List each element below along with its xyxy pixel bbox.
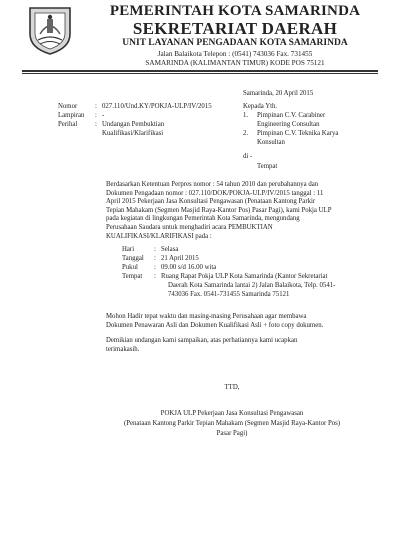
schedule-value: 743036 Fax. 0541-731455 Samarinda 75121 xyxy=(168,291,290,298)
meta-separator: : xyxy=(95,103,97,110)
signature-project: (Penataan Kantong Parkir Tepian Mahakam (Segmen Masjid Raya-Kantor Pos) xyxy=(123,420,341,427)
paragraph-line: Perusahaan Saudara untuk menghadiri acara PEMBUKTIAN xyxy=(106,223,273,231)
paragraph-line: Demikian undangan kami sampaikan, atas perhatiannya kami ucapkan xyxy=(106,337,298,344)
schedule-separator: : xyxy=(154,264,156,271)
meta-separator: : xyxy=(95,112,97,119)
meta-value: - xyxy=(102,112,105,119)
signature-committee: POKJA ULP Pekerjaan Jasa Konsultasi Pengawasan xyxy=(160,410,304,417)
meta-label: Perihal xyxy=(58,121,78,128)
letterhead-rule-thick xyxy=(22,70,378,72)
schedule-separator: : xyxy=(154,255,156,262)
recipient-name: Pimpinan C.V. Carabiner xyxy=(257,112,326,119)
schedule-label: Pukul xyxy=(122,264,138,271)
letterhead-secretariat: SEKRETARIAT DAERAH xyxy=(132,19,338,38)
recipient-place: Tempat xyxy=(257,163,278,170)
recipient-number: 2. xyxy=(243,130,249,137)
schedule-separator: : xyxy=(154,246,156,253)
meta-label: Nomor xyxy=(58,103,78,110)
body-paragraph-1 xyxy=(106,181,378,241)
letterhead-city-postcode: SAMARINDA (KALIMANTAN TIMUR) KODE POS 75121 xyxy=(145,59,325,67)
schedule-label: Hari xyxy=(122,246,135,253)
letterhead-address: Jalan Balaikota Telepon : (0541) 743036 Fax. 731455 xyxy=(157,50,313,58)
paragraph-line: Berdasarkan Ketentuan Perpres nomor : 54 tahun 2010 dan perubahannya dan xyxy=(106,181,319,188)
schedule-value: 09.00 s/d 16.00 wita xyxy=(161,264,217,271)
paragraph-line: April 2015 Pekerjaan Jasa Konsultasi Pengawasan (Penataan Kantong Parkir xyxy=(106,198,316,206)
letterhead-government: PEMERINTAH KOTA SAMARINDA xyxy=(109,3,361,19)
paragraph-line: terimakasih. xyxy=(106,345,140,353)
schedule-value: Selasa xyxy=(161,246,179,253)
meta-separator: : xyxy=(95,121,97,128)
meta-value: 027.110/Und.KY/POKJA-ULP/IV/2015 xyxy=(102,103,212,110)
city-emblem-icon xyxy=(26,4,74,56)
recipient-di: di - xyxy=(243,153,253,160)
paragraph-line: Mohon Hadir tepat waktu dan masing-masing Perusahaan agar membawa xyxy=(106,313,307,320)
schedule-value: Daerah Kota Samarinda lantai 2) Jalan Balaikota, Telp. 0541- xyxy=(168,282,336,289)
meta-value: Undangan Pembuktian xyxy=(102,121,165,128)
schedule-label: Tanggal xyxy=(122,255,144,262)
paragraph-line: Dokumen Penawaran Asli dan Dokumen Kualifikasi Asli + foto copy dokumen. xyxy=(106,321,324,329)
recipient-name: Konsultan xyxy=(257,139,285,146)
paragraph-line: Dokumen Pengadaan nomor : 027.110/DOK/POKJA-ULP/IV/2015 tanggal : 11 xyxy=(106,189,324,197)
paragraph-line: pada kegiatan di lingkungan Pemerintah Kota Samarinda, mengundang xyxy=(106,215,300,223)
signature-project: Pasar Pagi) xyxy=(216,430,248,437)
letter-date: Samarinda, 20 April 2015 xyxy=(243,90,314,97)
paragraph-line: KUALIFIKASI/KLARIFIKASI pada : xyxy=(106,232,212,240)
schedule-value: 21 April 2015 xyxy=(161,255,199,262)
schedule-value: Ruang Rapat Pokja ULP Kota Samarinda (Kantor Sekretariat xyxy=(161,273,328,280)
body-paragraph-2 xyxy=(106,313,378,330)
recipient-number: 1. xyxy=(243,112,249,119)
signature-ttd: TTD, xyxy=(224,384,240,391)
schedule-label: Tempat xyxy=(122,273,143,280)
body-paragraph-3 xyxy=(106,337,378,354)
paragraph-line: Tepian Mahakam (Segmen Masjid Raya-Kantor Pos) Pasar Pagi), kami Pokja ULP xyxy=(106,206,332,214)
schedule-separator: : xyxy=(154,273,156,280)
recipient-name: Pimpinan C.V. Teknika Karya xyxy=(257,130,339,137)
meta-value: Kualifikasi/Klarifikasi xyxy=(102,130,164,137)
recipient-greeting: Kepada Yth. xyxy=(243,103,278,110)
meta-label: Lampiran xyxy=(58,112,85,119)
letterhead-unit: UNIT LAYANAN PENGADAAN KOTA SAMARINDA xyxy=(122,38,348,48)
letterhead-rule-thin xyxy=(22,73,378,74)
recipient-name: Engineering Consultan xyxy=(257,121,320,128)
